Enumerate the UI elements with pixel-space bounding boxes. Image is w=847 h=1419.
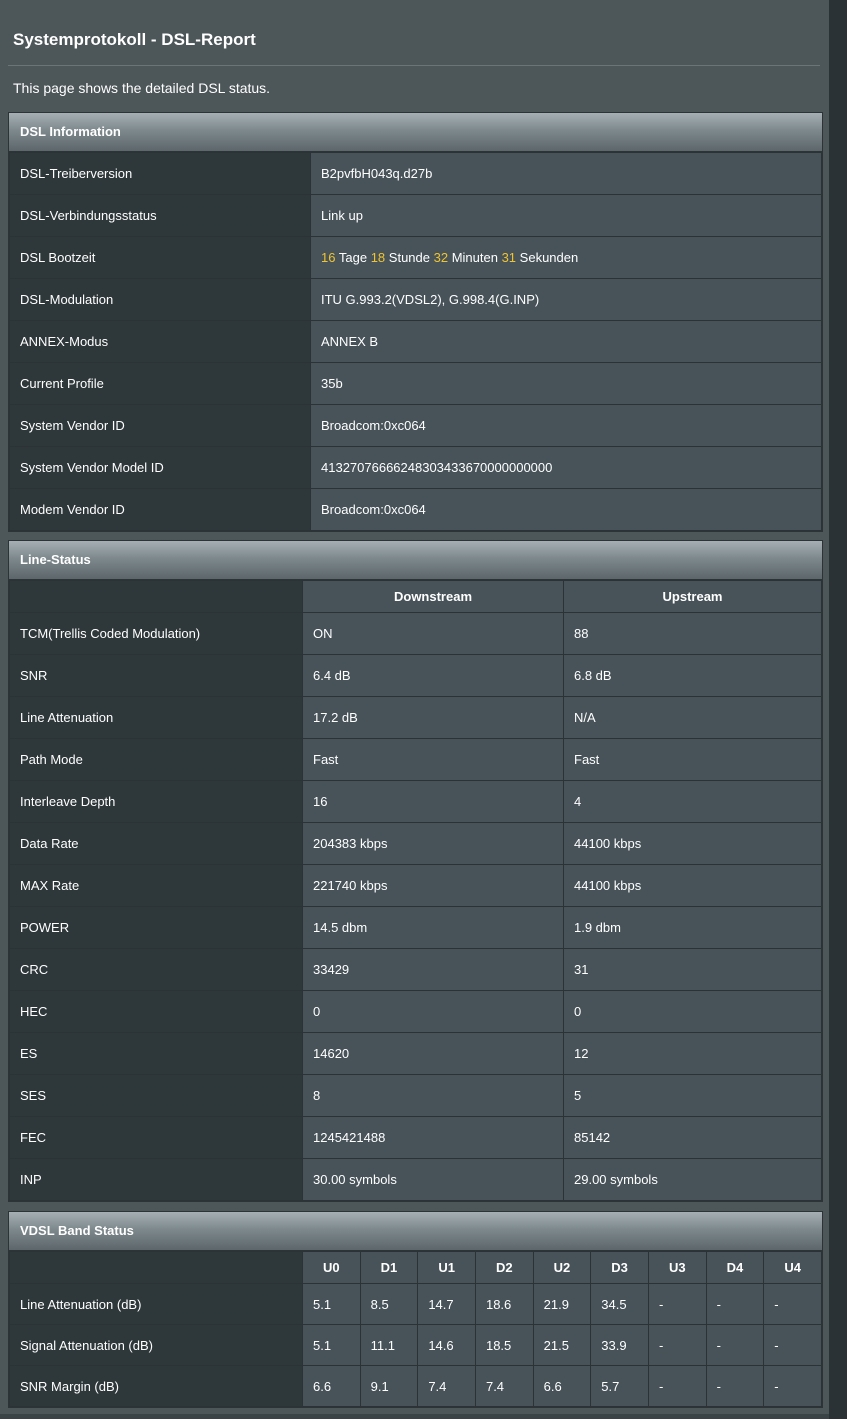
band-column-header: U4 [764, 1252, 822, 1284]
band-column-header: U3 [648, 1252, 706, 1284]
line-status-label: TCM(Trellis Coded Modulation) [10, 613, 303, 655]
vdsl-band-corner [10, 1252, 303, 1284]
uptime-days-label: Tage [338, 250, 368, 265]
line-status-row [10, 697, 822, 739]
downstream-value: 17.2 dB [303, 697, 564, 739]
info-row [10, 321, 822, 363]
band-value: 11.1 [360, 1325, 418, 1366]
band-value: 7.4 [475, 1366, 533, 1407]
band-value: - [648, 1284, 706, 1325]
uptime-hours: 18 [370, 250, 386, 265]
vdsl-band-section [8, 1211, 823, 1408]
downstream-value: 16 [303, 781, 564, 823]
downstream-value: 14.5 dbm [303, 907, 564, 949]
upstream-value: 88 [564, 613, 822, 655]
downstream-value: ON [303, 613, 564, 655]
line-status-row [10, 1033, 822, 1075]
band-value: - [706, 1325, 764, 1366]
band-column-header: D1 [360, 1252, 418, 1284]
upstream-value: 0 [564, 991, 822, 1033]
upstream-value: 44100 kbps [564, 865, 822, 907]
info-label: System Vendor Model ID [10, 447, 311, 489]
line-status-row [10, 739, 822, 781]
info-label: Modem Vendor ID [10, 489, 311, 531]
line-status-label: MAX Rate [10, 865, 303, 907]
downstream-value: 33429 [303, 949, 564, 991]
band-value: 14.6 [418, 1325, 476, 1366]
band-value: 7.4 [418, 1366, 476, 1407]
line-status-corner [10, 581, 303, 613]
info-row [10, 363, 822, 405]
line-status-label: INP [10, 1159, 303, 1201]
band-value: - [648, 1366, 706, 1407]
info-value: ANNEX B [311, 321, 822, 363]
line-status-row [10, 991, 822, 1033]
line-status-label: SES [10, 1075, 303, 1117]
info-label: DSL-Modulation [10, 279, 311, 321]
vdsl-band-header: VDSL Band Status [9, 1212, 822, 1251]
downstream-column-header: Downstream [303, 581, 564, 613]
line-status-row [10, 1159, 822, 1201]
upstream-value: 4 [564, 781, 822, 823]
band-value: 18.5 [475, 1325, 533, 1366]
info-value: B2pvfbH043q.d27b [311, 153, 822, 195]
line-status-label: Data Rate [10, 823, 303, 865]
upstream-value: 44100 kbps [564, 823, 822, 865]
uptime-minutes: 32 [433, 250, 449, 265]
upstream-value: Fast [564, 739, 822, 781]
info-value: 41327076666248303433670000000000 [311, 447, 822, 489]
band-row [10, 1366, 822, 1407]
band-row-label: SNR Margin (dB) [10, 1366, 303, 1407]
dsl-information-header: DSL Information [9, 113, 822, 152]
band-value: 6.6 [533, 1366, 591, 1407]
downstream-value: 1245421488 [303, 1117, 564, 1159]
band-value: - [764, 1366, 822, 1407]
page-title: Systemprotokoll - DSL-Report [13, 30, 256, 49]
title-divider [8, 65, 820, 66]
window-edge [829, 0, 847, 1419]
band-row-label: Line Attenuation (dB) [10, 1284, 303, 1325]
downstream-value: 14620 [303, 1033, 564, 1075]
info-row [10, 447, 822, 489]
dsl-information-table [9, 152, 822, 531]
uptime-seconds: 31 [501, 250, 517, 265]
line-status-label: Line Attenuation [10, 697, 303, 739]
band-column-header: U0 [303, 1252, 361, 1284]
band-column-header: U2 [533, 1252, 591, 1284]
band-value: 5.1 [303, 1284, 361, 1325]
band-value: 21.5 [533, 1325, 591, 1366]
info-label: ANNEX-Modus [10, 321, 311, 363]
line-status-label: CRC [10, 949, 303, 991]
info-label: System Vendor ID [10, 405, 311, 447]
line-status-label: ES [10, 1033, 303, 1075]
uptime-hours-label: Stunde [388, 250, 430, 265]
info-row [10, 405, 822, 447]
band-row-label: Signal Attenuation (dB) [10, 1325, 303, 1366]
downstream-value: 8 [303, 1075, 564, 1117]
info-row [10, 153, 822, 195]
dsl-information-section [8, 112, 823, 532]
upstream-value: 31 [564, 949, 822, 991]
downstream-value: 0 [303, 991, 564, 1033]
band-value: - [648, 1325, 706, 1366]
bottom-edge [0, 1414, 829, 1419]
line-status-label: POWER [10, 907, 303, 949]
band-value: 9.1 [360, 1366, 418, 1407]
info-value: 35b [311, 363, 822, 405]
upstream-value: 6.8 dB [564, 655, 822, 697]
band-value: 14.7 [418, 1284, 476, 1325]
band-value: 34.5 [591, 1284, 649, 1325]
line-status-row [10, 613, 822, 655]
uptime-seconds-label: Sekunden [519, 250, 579, 265]
band-column-header: D2 [475, 1252, 533, 1284]
upstream-value: 1.9 dbm [564, 907, 822, 949]
band-column-header: D3 [591, 1252, 649, 1284]
line-status-label: FEC [10, 1117, 303, 1159]
band-column-header: U1 [418, 1252, 476, 1284]
band-row [10, 1325, 822, 1366]
line-status-row [10, 907, 822, 949]
line-status-row [10, 823, 822, 865]
downstream-value: 204383 kbps [303, 823, 564, 865]
band-row [10, 1284, 822, 1325]
downstream-value: 6.4 dB [303, 655, 564, 697]
band-value: 6.6 [303, 1366, 361, 1407]
upstream-value: 29.00 symbols [564, 1159, 822, 1201]
upstream-column-header: Upstream [564, 581, 822, 613]
band-column-header: D4 [706, 1252, 764, 1284]
info-row [10, 237, 822, 279]
line-status-row [10, 1117, 822, 1159]
line-status-row [10, 949, 822, 991]
line-status-row [10, 655, 822, 697]
downstream-value: 30.00 symbols [303, 1159, 564, 1201]
page-description: This page shows the detailed DSL status. [13, 80, 271, 96]
uptime-days: 16 [321, 250, 336, 265]
band-value: - [706, 1366, 764, 1407]
upstream-value: 5 [564, 1075, 822, 1117]
info-label: DSL Bootzeit [10, 237, 311, 279]
info-row [10, 489, 822, 531]
line-status-table [9, 580, 822, 1201]
info-label: DSL-Treiberversion [10, 153, 311, 195]
line-status-label: HEC [10, 991, 303, 1033]
band-value: 8.5 [360, 1284, 418, 1325]
uptime-minutes-label: Minuten [451, 250, 498, 265]
band-value: 5.7 [591, 1366, 649, 1407]
info-label: DSL-Verbindungsstatus [10, 195, 311, 237]
band-value: 33.9 [591, 1325, 649, 1366]
line-status-row [10, 781, 822, 823]
downstream-value: Fast [303, 739, 564, 781]
vdsl-band-table [9, 1251, 822, 1407]
info-value: Broadcom:0xc064 [311, 489, 822, 531]
line-status-row [10, 1075, 822, 1117]
band-value: - [764, 1284, 822, 1325]
downstream-value: 221740 kbps [303, 865, 564, 907]
line-status-section [8, 540, 823, 1202]
info-label: Current Profile [10, 363, 311, 405]
line-status-header: Line-Status [9, 541, 822, 580]
band-value: 18.6 [475, 1284, 533, 1325]
info-row [10, 279, 822, 321]
info-value [311, 237, 822, 279]
upstream-value: 85142 [564, 1117, 822, 1159]
band-value: 5.1 [303, 1325, 361, 1366]
band-value: 21.9 [533, 1284, 591, 1325]
line-status-label: Interleave Depth [10, 781, 303, 823]
line-status-label: Path Mode [10, 739, 303, 781]
info-value: Link up [311, 195, 822, 237]
upstream-value: N/A [564, 697, 822, 739]
info-row [10, 195, 822, 237]
upstream-value: 12 [564, 1033, 822, 1075]
info-value: ITU G.993.2(VDSL2), G.998.4(G.INP) [311, 279, 822, 321]
band-value: - [764, 1325, 822, 1366]
band-value: - [706, 1284, 764, 1325]
line-status-row [10, 865, 822, 907]
info-value: Broadcom:0xc064 [311, 405, 822, 447]
line-status-label: SNR [10, 655, 303, 697]
